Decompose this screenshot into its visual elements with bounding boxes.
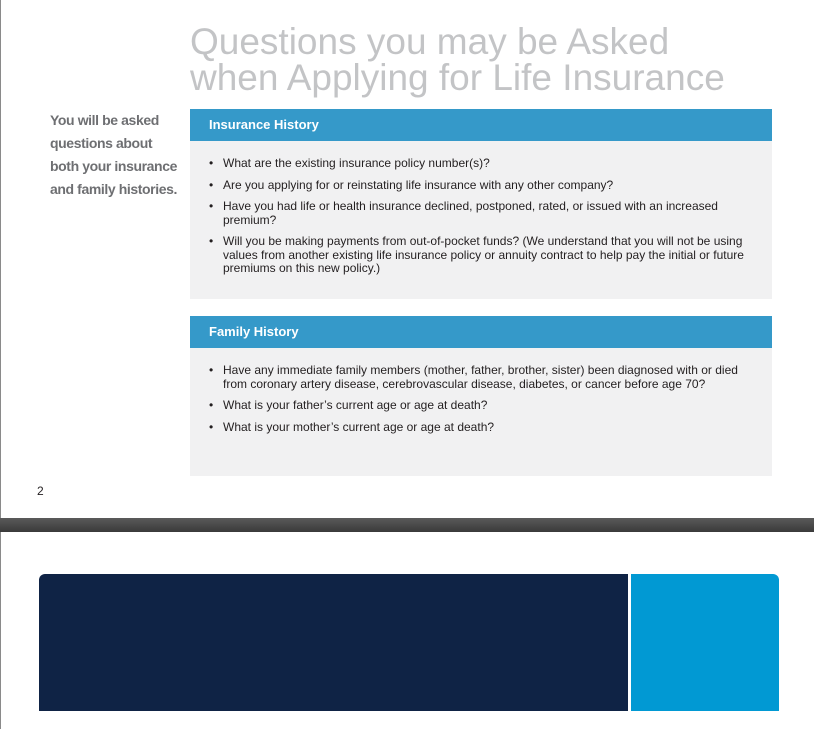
page-title — [190, 21, 790, 98]
insurance-history-question-list — [208, 157, 752, 276]
insurance-history-section — [190, 109, 772, 299]
sidebar-intro-line: questions about — [50, 135, 153, 151]
family-history-heading: Family History — [190, 316, 772, 348]
blue-banner-block — [631, 574, 779, 711]
document-page-3 — [0, 532, 814, 729]
question-item: • What is your mother’s current age or age at death? — [208, 421, 752, 435]
family-history-section — [190, 316, 772, 476]
family-history-body — [190, 348, 772, 434]
page-edge — [0, 0, 1, 518]
sidebar-intro-text — [50, 109, 185, 201]
page-number: 2 — [37, 484, 44, 498]
page-separator — [0, 518, 814, 532]
question-item: • Have you had life or health insurance declined, postponed, rated, or issued with an increased premium? — [208, 200, 752, 227]
navy-banner-block — [39, 574, 628, 711]
family-history-question-list — [208, 364, 752, 434]
question-item: • Are you applying for or reinstating life insurance with any other company? — [208, 179, 752, 193]
insurance-history-heading: Insurance History — [190, 109, 772, 141]
insurance-history-body — [190, 141, 772, 276]
question-item: • Will you be making payments from out-of-pocket funds? (We understand that you will not be using values from another existing life insurance policy or annuity contract to help pay the initial or future premiums on this new policy.) — [208, 235, 752, 276]
sidebar-intro-line: both your insurance — [50, 158, 177, 174]
page-title-line-2: when Applying for Life Insurance — [190, 57, 725, 98]
question-item: • What are the existing insurance policy number(s)? — [208, 157, 752, 171]
page-title-line-1: Questions you may be Asked — [190, 21, 670, 62]
question-item: • What is your father’s current age or age at death? — [208, 399, 752, 413]
sidebar-intro-line: You will be asked — [50, 112, 159, 128]
page-edge — [0, 532, 1, 729]
question-item: • Have any immediate family members (mother, father, brother, sister) been diagnosed with or died from coronary artery disease, cerebrovascular disease, diabetes, or cancer before age 70? — [208, 364, 752, 391]
sidebar-intro-line: and family histories. — [50, 181, 177, 197]
